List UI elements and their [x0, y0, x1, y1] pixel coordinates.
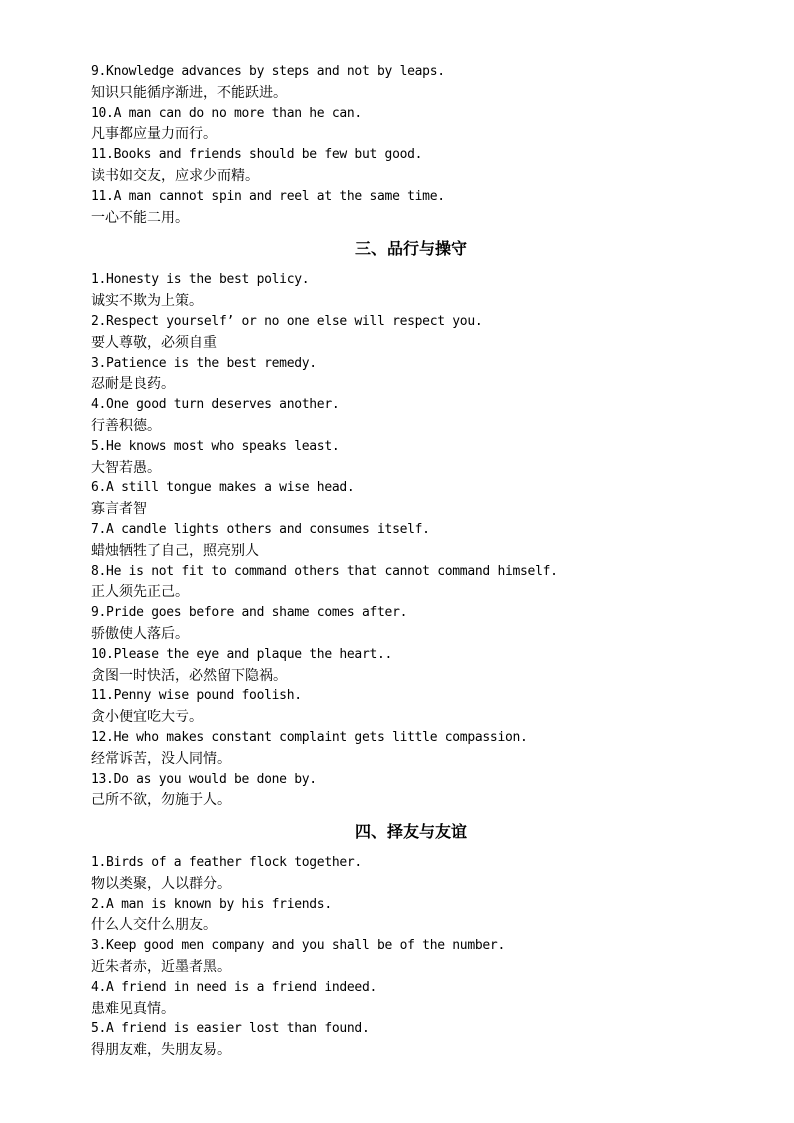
proverb-chinese: 知识只能循序渐进，不能跃进。	[91, 84, 287, 101]
section-heading: 四、择友与友谊	[354, 822, 467, 842]
proverb-chinese: 得朋友难，失朋友易。	[91, 1042, 231, 1059]
proverb-chinese: 读书如交友，应求少而精。	[91, 167, 259, 184]
proverb-english: 5.A friend is easier lost than found.	[91, 1021, 370, 1037]
proverb-english: 13.Do as you would be done by.	[91, 771, 317, 787]
proverb-english: 3.Keep good men company and you shall be of the number.	[91, 938, 505, 954]
proverb-english: 9.Knowledge advances by steps and not by leaps.	[91, 64, 445, 79]
proverb-english: 11.Books and friends should be few but good.	[91, 147, 423, 163]
proverb-section-continued	[91, 62, 731, 228]
proverb-chinese: 己所不欲，勿施于人。	[91, 792, 231, 809]
proverb-chinese: 正人须先正己。	[91, 584, 189, 601]
proverb-section-friendship	[91, 811, 731, 1061]
proverb-english: 11.A man cannot spin and reel at the same time.	[91, 188, 445, 204]
proverb-english: 3.Patience is the best remedy.	[91, 355, 317, 371]
proverb-chinese: 近朱者赤，近墨者黑。	[91, 959, 231, 976]
section-heading: 三、品行与操守	[354, 239, 467, 259]
proverb-chinese: 大智若愚。	[91, 459, 161, 476]
proverb-english: 2.A man is known by his friends.	[91, 896, 332, 912]
proverb-chinese: 贪图一时快活，必然留下隐祸。	[91, 667, 287, 684]
proverb-english: 6.A still tongue makes a wise head.	[91, 480, 355, 496]
proverb-section-character	[91, 228, 731, 811]
proverb-english: 12.He who makes constant complaint gets little compassion.	[91, 729, 528, 745]
proverb-english: 4.One good turn deserves another.	[91, 397, 340, 413]
proverb-english: 1.Birds of a feather flock together.	[91, 855, 362, 871]
proverb-chinese: 一心不能二用。	[91, 209, 189, 226]
proverb-english: 8.He is not fit to command others that cannot command himself.	[91, 563, 558, 579]
proverb-english: 9.Pride goes before and shame comes after.	[91, 605, 408, 621]
proverb-chinese: 忍耐是良药。	[91, 376, 175, 393]
proverb-chinese: 行善积德。	[91, 417, 161, 434]
proverb-chinese: 贪小便宜吃大亏。	[91, 709, 203, 726]
proverb-chinese: 要人尊敬，必须自重	[91, 334, 217, 351]
proverb-english: 4.A friend in need is a friend indeed.	[91, 979, 378, 995]
proverb-english: 10.A man can do no more than he can.	[91, 105, 362, 121]
proverb-english: 11.Penny wise pound foolish.	[91, 688, 302, 704]
proverb-english: 7.A candle lights others and consumes itself.	[91, 521, 430, 537]
proverb-chinese: 什么人交什么朋友。	[91, 917, 217, 934]
proverb-english: 2.Respect yourself’ or no one else will respect you.	[91, 313, 483, 329]
proverb-chinese: 蜡烛牺牲了自己，照亮别人	[91, 542, 259, 559]
document-page	[91, 62, 731, 1061]
proverb-english: 10.Please the eye and plaque the heart..	[91, 646, 393, 662]
proverb-chinese: 物以类聚，人以群分。	[91, 875, 231, 892]
proverb-chinese: 诚实不欺为上策。	[91, 293, 203, 310]
proverb-chinese: 骄傲使人落后。	[91, 625, 189, 642]
proverb-chinese: 患难见真情。	[91, 1000, 175, 1017]
proverb-english: 5.He knows most who speaks least.	[91, 438, 340, 454]
proverb-english: 1.Honesty is the best policy.	[91, 272, 310, 288]
proverb-chinese: 经常诉苦，没人同情。	[91, 750, 231, 767]
proverb-chinese: 寡言者智	[91, 501, 147, 518]
proverb-chinese: 凡事都应量力而行。	[91, 126, 217, 143]
